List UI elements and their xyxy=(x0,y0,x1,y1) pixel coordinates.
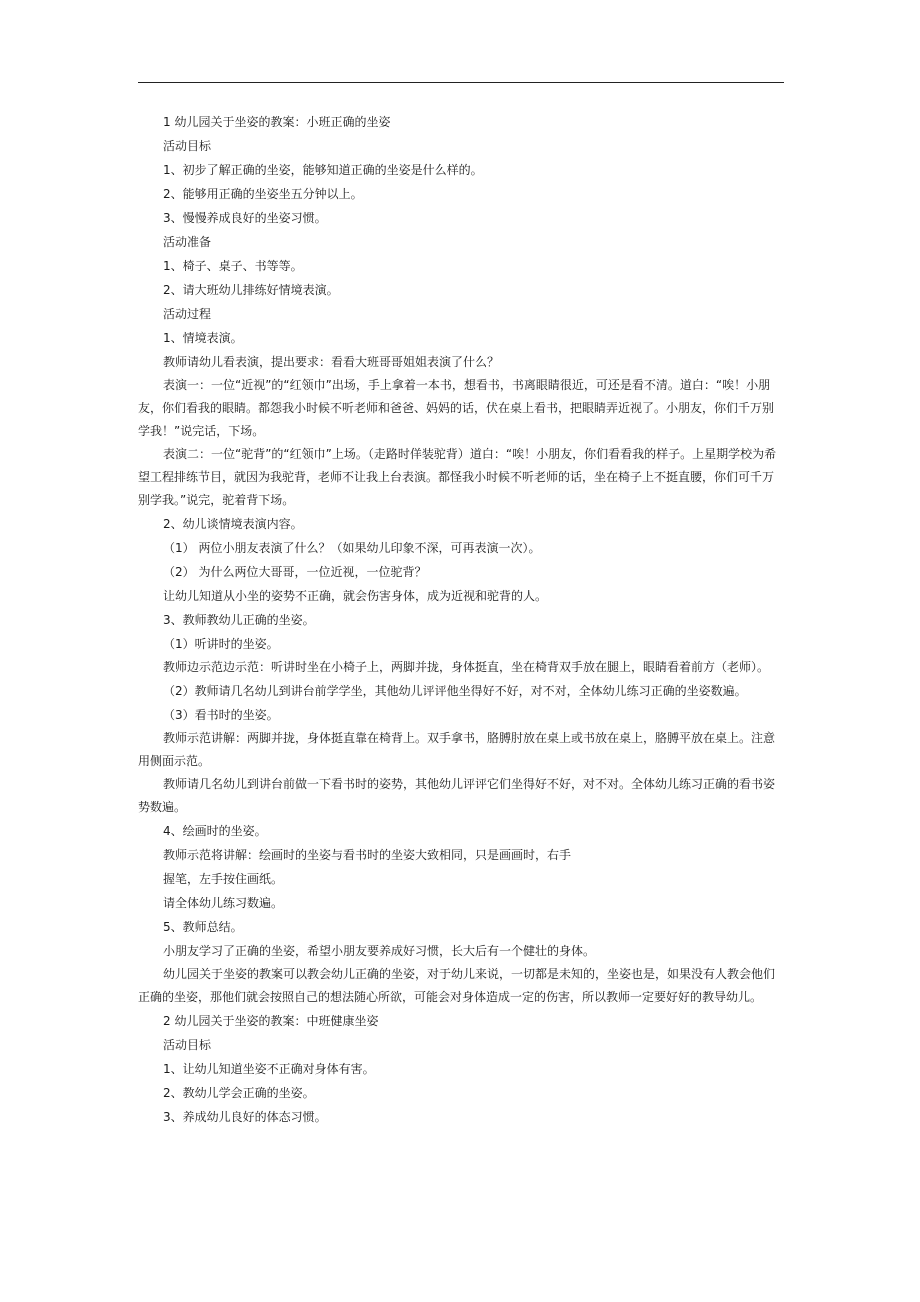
paragraph: 表演一：一位“近视”的“红领巾”出场，手上拿着一本书，想看书，书离眼睛很近，可还是看不清。道白：“唉！小朋友，你们看我的眼睛。都怨我小时候不听老师和爸爸、妈妈的话，伏在桌上看书，把眼睛弄近视了。小朋友，你们千万别学我！”说完话，下场。 xyxy=(138,378,775,438)
header-rule xyxy=(138,82,784,83)
subheading: 活动过程 xyxy=(163,307,212,321)
document-body xyxy=(138,110,784,1129)
paragraph: 让幼儿知道从小坐的姿势不正确，就会伤害身体，成为近视和驼背的人。 xyxy=(163,589,548,603)
section-title: 1 幼儿园关于坐姿的教案：小班正确的坐姿 xyxy=(163,115,391,129)
section-title: 2 幼儿园关于坐姿的教案：中班健康坐姿 xyxy=(163,1014,379,1028)
paragraph: 表演二：一位“驼背”的“红领巾”上场。（走路时佯装驼背）道白：“唉！小朋友，你们看看我的样子。上星期学校为希望工程排练节目，就因为我驼背，老师不让我上台表演。都怪我小时候不听老师的话，坐在椅子上不挺直腰，你们可千万别学我。”说完，驼着背下场。 xyxy=(138,447,777,507)
paragraph: 教师请几名幼儿到讲台前做一下看书时的姿势，其他幼儿评评它们坐得好不好，对不对。全体幼儿练习正确的看书姿势数遍。 xyxy=(138,777,776,814)
list-item: （2） 为什么两位大哥哥，一位近视，一位驼背？ xyxy=(163,565,427,579)
subheading: 活动目标 xyxy=(163,139,212,153)
subheading: 活动准备 xyxy=(163,235,212,249)
list-item: 2、幼儿谈情境表演内容。 xyxy=(163,517,303,531)
list-item: 2、请大班幼儿排练好情境表演。 xyxy=(163,283,339,297)
list-item: （3）看书时的坐姿。 xyxy=(163,708,279,722)
list-item: 2、能够用正确的坐姿坐五分钟以上。 xyxy=(163,187,363,201)
paragraph: 握笔，左手按住画纸。 xyxy=(163,872,284,886)
list-item: （1）听讲时的坐姿。 xyxy=(163,637,279,651)
paragraph: 小朋友学习了正确的坐姿，希望小朋友要养成好习惯，长大后有一个健壮的身体。 xyxy=(163,944,596,958)
list-item: 1、初步了解正确的坐姿，能够知道正确的坐姿是什么样的。 xyxy=(163,163,483,177)
list-item: 3、养成幼儿良好的体态习惯。 xyxy=(163,1110,327,1124)
paragraph: 教师示范讲解：两脚并拢，身体挺直靠在椅背上。双手拿书，胳膊肘放在桌上或书放在桌上，胳膊平放在桌上。注意用侧面示范。 xyxy=(138,731,776,768)
paragraph: 教师边示范边示范：听讲时坐在小椅子上，两脚并拢，身体挺直，坐在椅背双手放在腿上，眼睛看着前方（老师）。 xyxy=(163,660,770,674)
subheading: 活动目标 xyxy=(163,1038,212,1052)
list-item: 4、绘画时的坐姿。 xyxy=(163,824,267,838)
paragraph: 请全体幼儿练习数遍。 xyxy=(163,896,284,910)
paragraph: 教师示范将讲解：绘画时的坐姿与看书时的坐姿大致相同，只是画画时，右手 xyxy=(163,848,572,862)
list-item: 3、教师教幼儿正确的坐姿。 xyxy=(163,613,315,627)
list-item: 5、教师总结。 xyxy=(163,920,243,934)
paragraph: 幼儿园关于坐姿的教案可以教会幼儿正确的坐姿，对于幼儿来说，一切都是未知的，坐姿也是，如果没有人教会他们正确的坐姿，那他们就会按照自己的想法随心所欲，可能会对身体造成一定的伤害，所以教师一定要好好的教导幼儿。 xyxy=(138,967,776,1004)
list-item: 3、慢慢养成良好的坐姿习惯。 xyxy=(163,211,327,225)
list-item: 1、让幼儿知道坐姿不正确对身体有害。 xyxy=(163,1062,375,1076)
list-item: 1、情境表演。 xyxy=(163,331,243,345)
paragraph: （2）教师请几名幼儿到讲台前学学坐，其他幼儿评评他坐得好不好，对不对，全体幼儿练习正确的坐姿数遍。 xyxy=(163,684,747,698)
paragraph: 教师请幼儿看表演，提出要求：看看大班哥哥姐姐表演了什么？ xyxy=(163,355,500,369)
list-item: （1） 两位小朋友表演了什么？（如果幼儿印象不深，可再表演一次）。 xyxy=(163,541,541,555)
list-item: 2、教幼儿学会正确的坐姿。 xyxy=(163,1086,315,1100)
list-item: 1、椅子、桌子、书等等。 xyxy=(163,259,303,273)
